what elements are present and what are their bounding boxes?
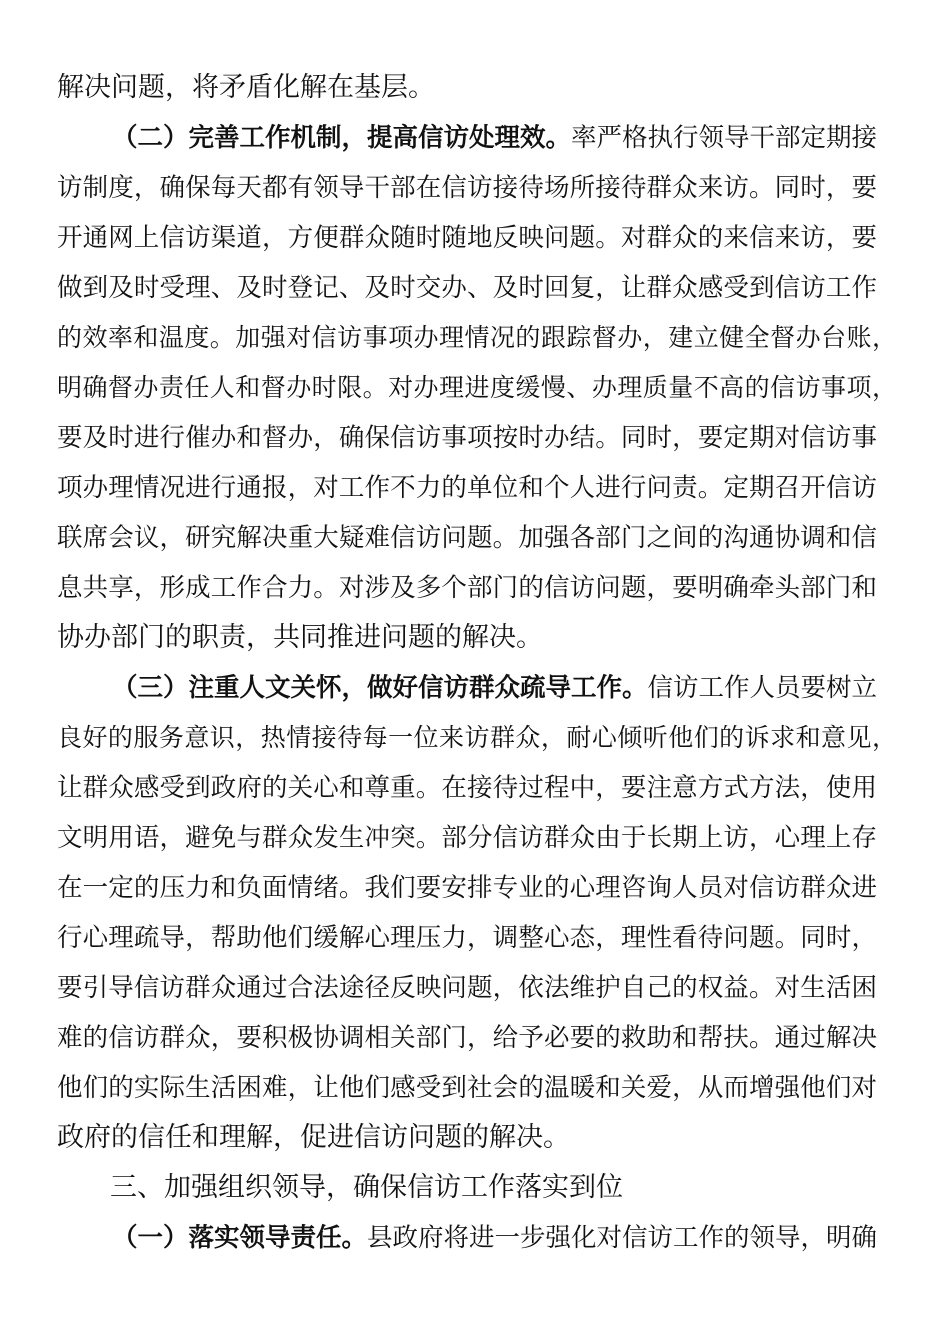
paragraph-line	[57, 768, 877, 808]
paragraph-line	[57, 68, 897, 108]
line-text: 他们的实际生活困难，让他们感受到社会的温暖和关爱，从而增强他们对	[57, 1073, 877, 1103]
line-text: 项办理情况进行通报，对工作不力的单位和个人进行问责。定期召开信访	[57, 473, 877, 503]
paragraph-line	[57, 468, 877, 508]
paragraph-line	[57, 1018, 877, 1058]
line-text: 要及时进行催办和督办，确保信访事项按时办结。同时，要定期对信访事	[57, 423, 877, 453]
line-text: 让群众感受到政府的关心和尊重。在接待过程中，要注意方式方法，使用	[57, 773, 877, 803]
line-text: 难的信访群众，要积极协调相关部门，给予必要的救助和帮扶。通过解决	[57, 1023, 877, 1053]
paragraph-line	[57, 1068, 877, 1108]
paragraph-line	[57, 718, 897, 758]
line-text: 行心理疏导，帮助他们缓解心理压力，调整心态，理性看待问题。同时，	[57, 923, 877, 953]
paragraph-line	[57, 868, 877, 908]
line-text: 明确督办责任人和督办时限。对办理进度缓慢、办理质量不高的信访事项，	[57, 373, 897, 402]
line-text: 信访工作人员要树立	[647, 673, 878, 703]
paragraph-line	[57, 268, 877, 308]
line-text: 率严格执行领导干部定期接	[571, 123, 878, 153]
line-text: 解决问题，将矛盾化解在基层。	[57, 72, 435, 103]
line-text: 的效率和温度。加强对信访事项办理情况的跟踪督办，建立健全督办台账，	[57, 323, 897, 352]
paragraph-line	[57, 618, 897, 658]
paragraph-line	[57, 968, 877, 1008]
paragraph-line	[57, 368, 897, 408]
paragraph-heading-line	[112, 668, 877, 708]
section-heading	[110, 1168, 950, 1208]
paragraph-line	[57, 568, 877, 608]
paragraph-line	[57, 218, 877, 258]
line-text: 要引导信访群众通过合法途径反映问题，依法维护自己的权益。对生活困	[57, 973, 877, 1003]
paragraph-heading-line	[112, 1218, 877, 1258]
line-text: 联席会议，研究解决重大疑难信访问题。加强各部门之间的沟通协调和信	[57, 523, 877, 553]
subheading-bold: （三）注重人文关怀，做好信访群众疏导工作。	[112, 673, 648, 703]
line-text: 良好的服务意识，热情接待每一位来访群众，耐心倾听他们的诉求和意见，	[57, 723, 897, 752]
line-text: 在一定的压力和负面情绪。我们要安排专业的心理咨询人员对信访群众进	[57, 873, 877, 903]
subheading-bold: （一）落实领导责任。	[112, 1223, 368, 1253]
line-text: 访制度，确保每天都有领导干部在信访接待场所接待群众来访。同时，要	[57, 173, 877, 203]
paragraph-line	[57, 518, 877, 558]
line-text: 开通网上信访渠道，方便群众随时随地反映问题。对群众的来信来访，要	[57, 223, 877, 253]
paragraph-line	[57, 418, 877, 458]
paragraph-heading-line	[112, 118, 877, 158]
paragraph-line	[57, 818, 877, 858]
line-text: 文明用语，避免与群众发生冲突。部分信访群众由于长期上访，心理上存	[57, 823, 877, 853]
line-text: 息共享，形成工作合力。对涉及多个部门的信访问题，要明确牵头部门和	[57, 573, 877, 603]
line-text: 协办部门的职责，共同推进问题的解决。	[57, 622, 543, 653]
line-text: 政府的信任和理解，促进信访问题的解决。	[57, 1122, 570, 1153]
paragraph-line	[57, 168, 877, 208]
paragraph-line	[57, 318, 897, 358]
line-text: 做到及时受理、及时登记、及时交办、及时回复，让群众感受到信访工作	[57, 273, 877, 303]
subheading-bold: （二）完善工作机制，提高信访处理效。	[112, 123, 572, 153]
paragraph-line	[57, 1118, 897, 1158]
section-heading-text: 三、加强组织领导，确保信访工作落实到位	[110, 1172, 623, 1203]
paragraph-line	[57, 918, 877, 958]
line-text: 县政府将进一步强化对信访工作的领导，明确	[367, 1223, 878, 1253]
